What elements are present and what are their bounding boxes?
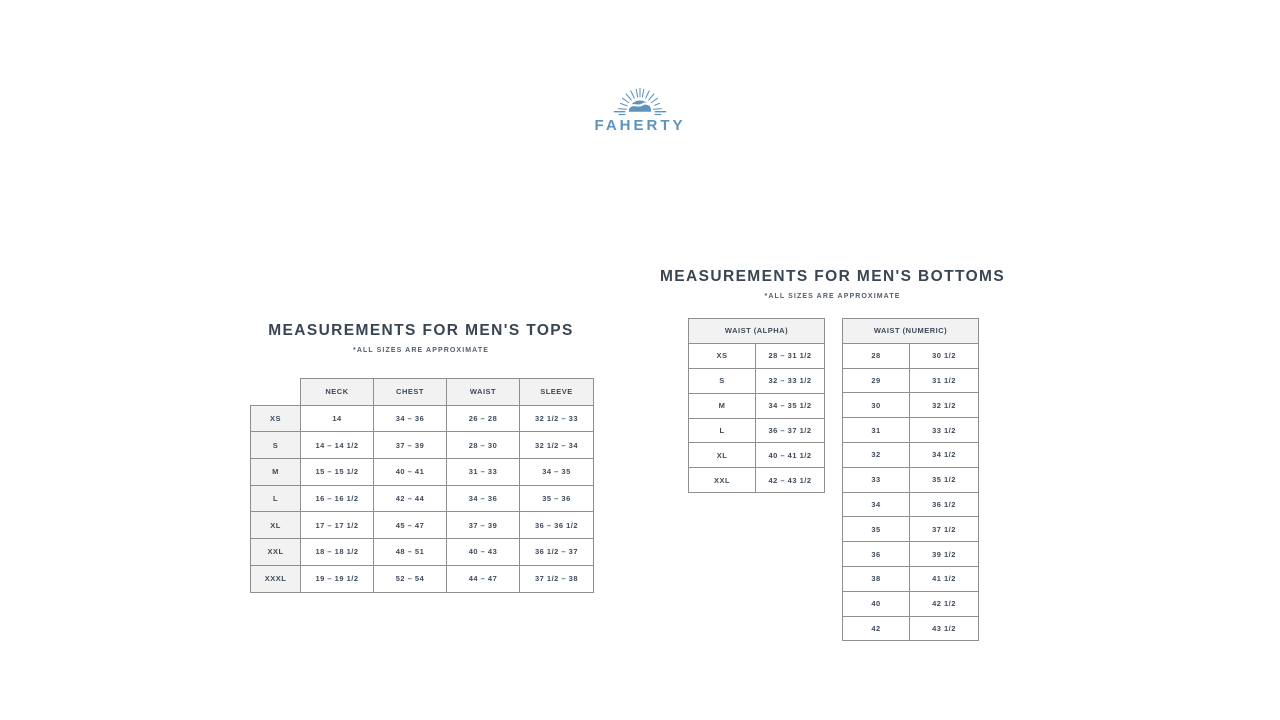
table-row bbox=[843, 616, 979, 641]
tops-size-table bbox=[250, 378, 594, 593]
numeric-size-cell: 31 bbox=[843, 418, 910, 443]
tops-header-row bbox=[251, 379, 594, 406]
numeric-value-cell: 42 1/2 bbox=[910, 591, 979, 616]
tops-size-cell: XS bbox=[251, 405, 301, 432]
numeric-value-cell: 33 1/2 bbox=[910, 418, 979, 443]
table-row bbox=[689, 368, 825, 393]
tops-value-cell: 36 – 36 1/2 bbox=[520, 512, 594, 539]
tops-value-cell: 26 – 28 bbox=[447, 405, 520, 432]
table-row bbox=[251, 512, 594, 539]
tops-value-cell: 14 – 14 1/2 bbox=[301, 432, 374, 459]
table-row bbox=[843, 517, 979, 542]
tops-value-cell: 40 – 43 bbox=[447, 539, 520, 566]
table-row bbox=[689, 393, 825, 418]
waist-alpha-table bbox=[688, 318, 825, 493]
alpha-value-cell: 40 – 41 1/2 bbox=[756, 443, 825, 468]
alpha-value-cell: 36 – 37 1/2 bbox=[756, 418, 825, 443]
table-row bbox=[843, 492, 979, 517]
tops-size-cell: XL bbox=[251, 512, 301, 539]
brand-logo[interactable] bbox=[590, 72, 690, 134]
alpha-value-cell: 28 – 31 1/2 bbox=[756, 343, 825, 368]
waist-numeric-table bbox=[842, 318, 979, 641]
table-row bbox=[843, 467, 979, 492]
tops-value-cell: 37 – 39 bbox=[374, 432, 447, 459]
table-row bbox=[689, 343, 825, 368]
tops-value-cell: 37 1/2 – 38 bbox=[520, 565, 594, 592]
table-row bbox=[843, 418, 979, 443]
numeric-size-cell: 35 bbox=[843, 517, 910, 542]
tops-value-cell: 28 – 30 bbox=[447, 432, 520, 459]
table-row bbox=[843, 542, 979, 567]
table-row bbox=[251, 485, 594, 512]
tops-value-cell: 17 – 17 1/2 bbox=[301, 512, 374, 539]
tops-value-cell: 19 – 19 1/2 bbox=[301, 565, 374, 592]
alpha-table-header: WAIST (ALPHA) bbox=[689, 319, 825, 344]
tops-value-cell: 16 – 16 1/2 bbox=[301, 485, 374, 512]
tops-column-header: CHEST bbox=[374, 379, 447, 406]
tops-value-cell: 36 1/2 – 37 bbox=[520, 539, 594, 566]
table-row bbox=[689, 468, 825, 493]
table-row bbox=[251, 405, 594, 432]
tops-value-cell: 35 – 36 bbox=[520, 485, 594, 512]
numeric-size-cell: 38 bbox=[843, 566, 910, 591]
alpha-size-cell: XS bbox=[689, 343, 756, 368]
table-row bbox=[843, 368, 979, 393]
numeric-size-cell: 42 bbox=[843, 616, 910, 641]
tops-value-cell: 40 – 41 bbox=[374, 459, 447, 486]
tops-value-cell: 32 1/2 – 34 bbox=[520, 432, 594, 459]
numeric-value-cell: 37 1/2 bbox=[910, 517, 979, 542]
tops-size-cell: XXXL bbox=[251, 565, 301, 592]
tops-value-cell: 42 – 44 bbox=[374, 485, 447, 512]
tops-value-cell: 34 – 35 bbox=[520, 459, 594, 486]
table-row bbox=[843, 566, 979, 591]
brand-wordmark: FAHERTY bbox=[594, 117, 686, 134]
numeric-size-cell: 40 bbox=[843, 591, 910, 616]
tops-value-cell: 18 – 18 1/2 bbox=[301, 539, 374, 566]
tops-size-cell: S bbox=[251, 432, 301, 459]
numeric-value-cell: 36 1/2 bbox=[910, 492, 979, 517]
bottoms-section-header bbox=[660, 268, 1005, 300]
tops-value-cell: 48 – 51 bbox=[374, 539, 447, 566]
tops-size-cell: L bbox=[251, 485, 301, 512]
table-row bbox=[689, 418, 825, 443]
tops-value-cell: 45 – 47 bbox=[374, 512, 447, 539]
tops-corner-cell bbox=[251, 379, 301, 406]
numeric-header-row bbox=[843, 319, 979, 344]
numeric-value-cell: 35 1/2 bbox=[910, 467, 979, 492]
numeric-value-cell: 32 1/2 bbox=[910, 393, 979, 418]
alpha-size-cell: XXL bbox=[689, 468, 756, 493]
table-row bbox=[251, 539, 594, 566]
numeric-table-header: WAIST (NUMERIC) bbox=[843, 319, 979, 344]
numeric-size-cell: 36 bbox=[843, 542, 910, 567]
alpha-size-cell: XL bbox=[689, 443, 756, 468]
tops-title: MEASUREMENTS FOR MEN'S TOPS bbox=[268, 322, 574, 339]
tops-value-cell: 37 – 39 bbox=[447, 512, 520, 539]
table-row bbox=[251, 432, 594, 459]
tops-value-cell: 14 bbox=[301, 405, 374, 432]
alpha-value-cell: 42 – 43 1/2 bbox=[756, 468, 825, 493]
numeric-value-cell: 41 1/2 bbox=[910, 566, 979, 591]
numeric-size-cell: 28 bbox=[843, 343, 910, 368]
tops-value-cell: 34 – 36 bbox=[374, 405, 447, 432]
numeric-size-cell: 29 bbox=[843, 368, 910, 393]
tops-value-cell: 31 – 33 bbox=[447, 459, 520, 486]
numeric-size-cell: 32 bbox=[843, 442, 910, 467]
tops-value-cell: 34 – 36 bbox=[447, 485, 520, 512]
alpha-size-cell: L bbox=[689, 418, 756, 443]
numeric-value-cell: 39 1/2 bbox=[910, 542, 979, 567]
table-row bbox=[251, 459, 594, 486]
numeric-size-cell: 30 bbox=[843, 393, 910, 418]
table-row bbox=[843, 442, 979, 467]
alpha-value-cell: 32 – 33 1/2 bbox=[756, 368, 825, 393]
tops-value-cell: 32 1/2 – 33 bbox=[520, 405, 594, 432]
tops-column-header: SLEEVE bbox=[520, 379, 594, 406]
numeric-size-cell: 34 bbox=[843, 492, 910, 517]
tops-subtitle: *ALL SIZES ARE APPROXIMATE bbox=[353, 347, 489, 354]
tops-column-header: NECK bbox=[301, 379, 374, 406]
numeric-value-cell: 31 1/2 bbox=[910, 368, 979, 393]
alpha-size-cell: S bbox=[689, 368, 756, 393]
numeric-value-cell: 34 1/2 bbox=[910, 442, 979, 467]
numeric-value-cell: 30 1/2 bbox=[910, 343, 979, 368]
table-row bbox=[843, 343, 979, 368]
tops-column-header: WAIST bbox=[447, 379, 520, 406]
table-row bbox=[689, 443, 825, 468]
numeric-size-cell: 33 bbox=[843, 467, 910, 492]
tops-section-header bbox=[250, 322, 592, 354]
tops-value-cell: 44 – 47 bbox=[447, 565, 520, 592]
tops-value-cell: 52 – 54 bbox=[374, 565, 447, 592]
bottoms-title: MEASUREMENTS FOR MEN'S BOTTOMS bbox=[660, 268, 1006, 285]
table-row bbox=[843, 591, 979, 616]
tops-size-cell: M bbox=[251, 459, 301, 486]
numeric-value-cell: 43 1/2 bbox=[910, 616, 979, 641]
sun-rays-over-wave-icon bbox=[590, 72, 690, 117]
table-row bbox=[251, 565, 594, 592]
alpha-value-cell: 34 – 35 1/2 bbox=[756, 393, 825, 418]
alpha-size-cell: M bbox=[689, 393, 756, 418]
tops-value-cell: 15 – 15 1/2 bbox=[301, 459, 374, 486]
tops-size-cell: XXL bbox=[251, 539, 301, 566]
table-row bbox=[843, 393, 979, 418]
alpha-header-row bbox=[689, 319, 825, 344]
bottoms-subtitle: *ALL SIZES ARE APPROXIMATE bbox=[764, 293, 901, 300]
